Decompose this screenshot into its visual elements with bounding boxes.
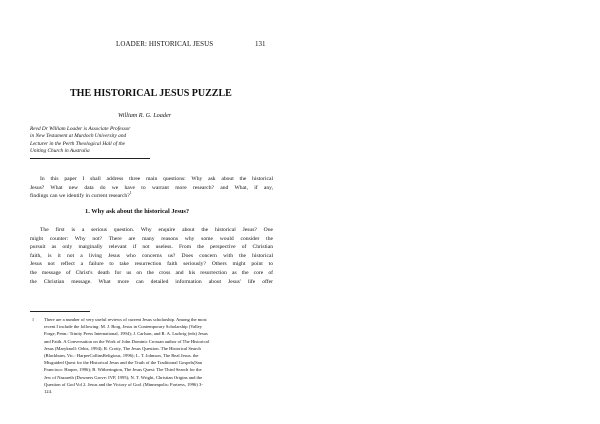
footnote-line: Misguided Quest for the Historical Jesus and the Truth of the Traditional Gospels(San — [44, 360, 202, 366]
footnote-line: and Faith. A Conversation on the Work of John Dominic Crossan author of The Historical — [44, 338, 209, 344]
section-heading: 1. Why ask about the historical Jesus? — [85, 208, 190, 215]
bio-divider — [30, 158, 150, 159]
footnote — [30, 316, 275, 395]
intro-paragraph — [30, 175, 273, 201]
footnote-line: (Blackburn, Vic.: HarperCollinsReligious, 1996); L. T. Johnson, The Real Jesus. the — [44, 353, 199, 359]
intro-line-text: findings can we identify in current research? — [30, 193, 130, 200]
footnote-line: Jesus (Maryknoll: Orbis, 1994); R. Crotty, The Jesus Question. The Historical Search — [44, 345, 201, 351]
page-number: 131 — [255, 40, 266, 48]
intro-line: Jesus? What new data do we have to warrant more research? and What, if any, — [30, 184, 273, 191]
footnote-ref[interactable]: 1 — [129, 190, 132, 196]
section-line: the Christian message. What more can detailed information about Jesus' life offer — [30, 278, 273, 285]
section-line: faith, is it not a living Jesus who concerns us? Does concern with the historical — [30, 252, 273, 259]
footnote-line: Question of God Vol 2. Jesus and the Victory of God. (Minneapolis: Fortress, 1996) 3- — [44, 381, 203, 387]
bio-line: in New Testament at Murdoch University and — [30, 133, 127, 140]
footnote-line: There are a number of very useful reviews of current Jesus scholarship. Among the most — [44, 317, 207, 322]
footnote-mark: 1 — [32, 317, 34, 322]
intro-line-last — [30, 192, 273, 201]
footnote-line: recent I include the following: M. J. Borg, Jesus in Contemporary Scholarship (Valley — [44, 324, 202, 330]
bio-line: Lecturer in the Perth Theological Hall of the — [30, 140, 125, 147]
footnote-divider — [30, 311, 90, 312]
running-head: LOADER: HISTORICAL JESUS — [116, 40, 214, 48]
author-bio — [30, 126, 175, 156]
bio-line: Uniting Church in Australia — [30, 148, 90, 155]
footnote-line: Forge, Penn.: Trinity Press International, 1994); J. Carlson, and R. A. Ludwig (eds) Jesus — [44, 331, 208, 337]
section-line: The first is a serious question. Why enquire about the historical Jesus? One — [40, 227, 273, 233]
section-line: pursuit as only marginally relevant if not useless. From the perspective of Christian — [30, 244, 273, 251]
footnote-line: Francisco: Harper, 1996); B. Witherington, The Jesus Quest: The Third Search for the — [44, 367, 202, 373]
section-line: might counter: Why not? There are many reasons why some would consider the — [30, 235, 273, 242]
footnote-line: Jew of Nazareth (Downers Grove: IVP, 1995); N. T. Wright, Christian Origins and the — [44, 374, 203, 380]
section-line: the message of Christ's death for us on the cross and his resurrection as the core of — [30, 269, 273, 276]
section-line: Jesus not reflect a failure to take resurrection faith seriously? Others might point to — [30, 261, 273, 268]
footnote-line: 124. — [44, 389, 53, 395]
intro-line: In this paper I shall address three main questions: Why ask about the historical — [40, 176, 273, 182]
article-author: William R. G. Loader — [118, 112, 172, 119]
section-paragraph — [30, 226, 273, 286]
bio-line: Revd Dr William Loader is Associate Professor — [30, 126, 131, 132]
article-title: THE HISTORICAL JESUS PUZZLE — [70, 88, 232, 99]
